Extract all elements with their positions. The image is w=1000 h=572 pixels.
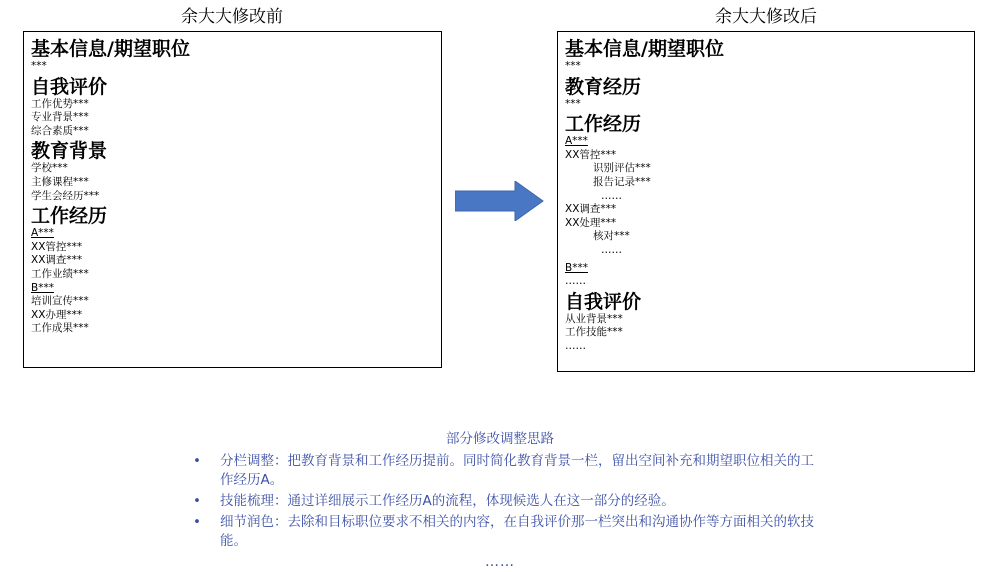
before-section-heading: 工作经历 bbox=[31, 205, 108, 228]
after-line: *** bbox=[565, 60, 581, 72]
before-section-heading: 基本信息/期望职位 bbox=[31, 38, 190, 60]
notes-item-text: 技能梳理：通过详细展示工作经历A的流程，体现候选人在这一部分的经验。 bbox=[220, 493, 675, 509]
before-line: 综合素质*** bbox=[31, 124, 89, 137]
before-line: 专业背景*** bbox=[31, 111, 89, 124]
before-line: 培训宣传*** bbox=[31, 295, 89, 308]
after-line: 报告记录*** bbox=[593, 175, 651, 188]
before-line: 学校*** bbox=[31, 162, 68, 175]
right-arrow-icon bbox=[455, 181, 545, 221]
before-line: XX办理*** bbox=[31, 308, 83, 321]
after-section-heading: 基本信息/期望职位 bbox=[565, 38, 724, 60]
resume-before-panel bbox=[23, 31, 442, 368]
resume-after-panel bbox=[557, 31, 975, 372]
right-caption: 余大大修改后 bbox=[715, 7, 817, 27]
bullet-icon: • bbox=[193, 453, 201, 469]
notes-ellipsis: …… bbox=[485, 554, 515, 570]
notes-item-text: 分栏调整：把教育背景和工作经历提前。同时简化教育背景一栏，留出空间补充和期望职位相关的工作经历A。 bbox=[220, 453, 814, 488]
after-line: …… bbox=[565, 339, 586, 352]
notes-item bbox=[180, 452, 820, 490]
before-line: 主修课程*** bbox=[31, 175, 89, 188]
after-line: 从业背景*** bbox=[565, 312, 623, 325]
before-section-heading: 教育背景 bbox=[31, 140, 108, 163]
after-section-heading: 自我评价 bbox=[565, 290, 642, 313]
after-line: 识别评估*** bbox=[593, 162, 651, 175]
revision-notes bbox=[180, 430, 820, 572]
notes-item bbox=[180, 492, 820, 511]
after-line: XX处理*** bbox=[565, 216, 617, 229]
after-line: *** bbox=[565, 97, 581, 110]
notes-item-text: 细节润色：去除和目标职位要求不相关的内容，在自我评价那一栏突出和沟通协作等方面相关的软技能。 bbox=[220, 514, 814, 549]
before-line: *** bbox=[31, 60, 47, 72]
before-line: XX调查*** bbox=[31, 254, 83, 267]
after-section-heading: 工作经历 bbox=[565, 113, 642, 136]
notes-title: 部分修改调整思路 bbox=[446, 431, 554, 447]
after-line: A*** bbox=[565, 135, 588, 148]
before-line: 学生会经历*** bbox=[31, 189, 100, 202]
before-line: 工作成果*** bbox=[31, 322, 89, 335]
before-line: XX管控*** bbox=[31, 240, 83, 253]
after-line: …… bbox=[601, 189, 622, 202]
before-section-heading: 自我评价 bbox=[31, 75, 108, 98]
bullet-icon: • bbox=[193, 493, 201, 509]
notes-list bbox=[180, 452, 820, 551]
after-line: 核对*** bbox=[593, 230, 630, 243]
before-line: 工作业绩*** bbox=[31, 267, 89, 280]
after-section-heading: 教育经历 bbox=[565, 75, 642, 98]
left-caption: 余大大修改前 bbox=[181, 7, 283, 27]
after-line: 工作技能*** bbox=[565, 326, 623, 339]
after-line: XX调查*** bbox=[565, 203, 617, 216]
after-line: …… bbox=[565, 275, 586, 288]
after-line: XX管控*** bbox=[565, 148, 617, 161]
notes-item bbox=[180, 513, 820, 551]
after-line: …… bbox=[601, 243, 622, 256]
after-line: B*** bbox=[565, 261, 588, 274]
before-line: 工作优势*** bbox=[31, 97, 89, 110]
bullet-icon: • bbox=[193, 514, 201, 530]
before-line: A*** bbox=[31, 227, 54, 240]
before-line: B*** bbox=[31, 281, 54, 294]
